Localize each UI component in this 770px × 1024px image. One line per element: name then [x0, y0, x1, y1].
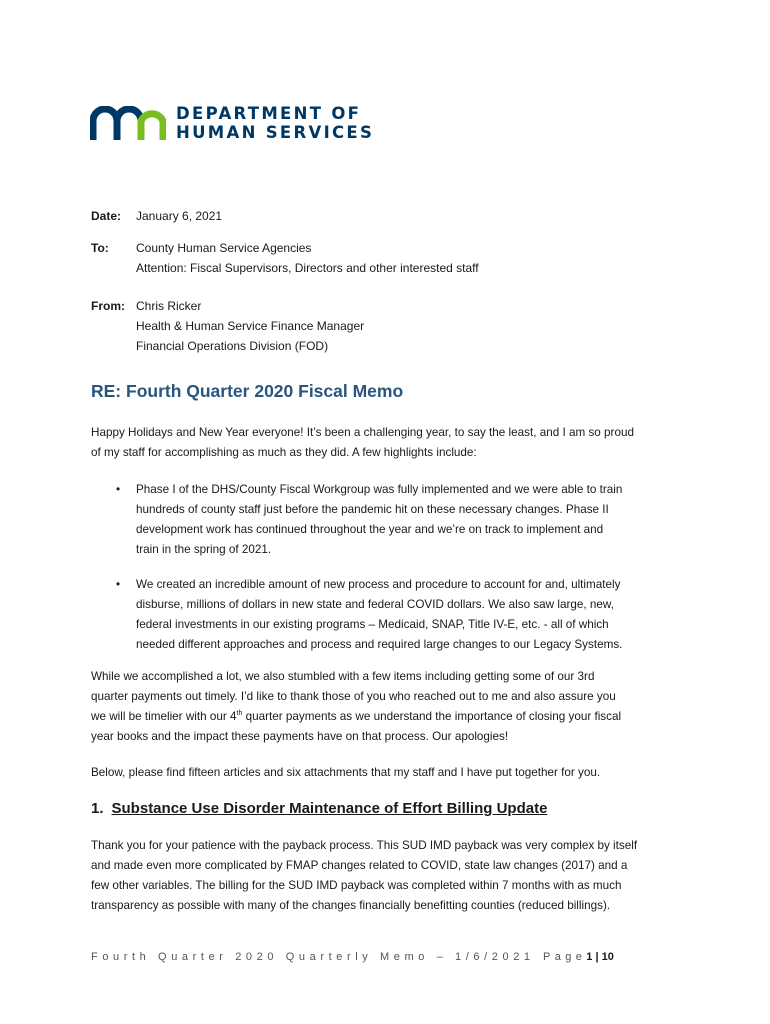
intro-line: of my staff for accomplishing as much as they did. A few highlights include: — [91, 446, 477, 459]
bullet-line: hundreds of county staff just before the pandemic hit on these necessary changes. Phase II — [136, 503, 609, 516]
section-number: 1. — [91, 800, 104, 817]
bullet-line: needed different approaches and process and required large changes to our Legacy Systems. — [136, 638, 623, 651]
body-paragraph — [91, 763, 691, 783]
body-line: we will be timelier with our 4th quarter payments as we understand the importance of closing your fiscal — [91, 710, 622, 723]
to-line: County Human Service Agencies — [136, 241, 312, 255]
intro-line: Happy Holidays and New Year everyone! It’s been a challenging year, to say the least, and I am so proud — [91, 426, 634, 439]
bullet-icon: • — [116, 578, 121, 591]
bullet-line: federal investments in our existing programs – Medicaid, SNAP, Title IV-E, etc. - all of which — [136, 618, 609, 631]
section-line: Thank you for your patience with the payback process. This SUD IMD payback was very complex by itself — [91, 839, 638, 852]
memo-title: RE: Fourth Quarter 2020 Fiscal Memo — [91, 381, 404, 401]
date-value: January 6, 2021 — [136, 209, 223, 223]
body-line: quarter payments out timely. I’d like to thank those of you who reached out to me and also assure you — [91, 690, 616, 703]
footer-page-number — [543, 951, 614, 963]
section-line: and made even more complicated by FMAP changes related to COVID, state law changes (2017) and a — [91, 859, 628, 872]
from-line: Financial Operations Division (FOD) — [136, 339, 329, 353]
page-label: Page — [543, 951, 587, 963]
body-line: year books and the impact these payments have on that process. Our apologies! — [91, 730, 509, 743]
body-line: While we accomplished a lot, we also stumbled with a few items including getting some of our 3rd — [91, 670, 595, 683]
bullet-line: train in the spring of 2021. — [136, 543, 272, 556]
bullet-line: development work has continued throughout the year and we’re on track to implement and — [136, 523, 604, 536]
bullet-line: Phase I of the DHS/County Fiscal Workgroup was fully implemented and we were able to train — [136, 483, 623, 496]
section-heading — [91, 800, 547, 817]
section-paragraph — [91, 836, 691, 916]
from-label: From: — [91, 299, 125, 313]
page-total: 10 — [601, 951, 614, 963]
body-paragraph — [91, 667, 691, 747]
mn-logo-mark-icon — [90, 106, 166, 140]
to-line: Attention: Fiscal Supervisors, Directors and other interested staff — [136, 261, 479, 275]
logo-text — [176, 104, 374, 142]
superscript: th — [236, 710, 243, 717]
intro-paragraph — [91, 423, 691, 463]
bullet-line: disburse, millions of dollars in new state and federal COVID dollars. We also saw large, new, — [136, 598, 614, 611]
footer-memo-label: Fourth Quarter 2020 Quarterly Memo – 1/6/2021 — [91, 951, 535, 963]
page-separator: | — [595, 951, 599, 963]
logo-line-2: HUMAN SERVICES — [176, 123, 375, 142]
bullet-line: We created an incredible amount of new process and procedure to account for and, ultimately — [136, 578, 621, 591]
page-current: 1 — [586, 951, 593, 963]
bullet-icon: • — [116, 483, 121, 496]
section-line: transparency as possible with many of the changes financially benefitting counties (reduced billings). — [91, 899, 611, 912]
body-line: Below, please find fifteen articles and six attachments that my staff and I have put together for you. — [91, 766, 601, 779]
section-line: few other variables. The billing for the SUD IMD payback was completed within 7 months with as much — [91, 879, 622, 892]
from-line: Health & Human Service Finance Manager — [136, 319, 365, 333]
logo-line-1: DEPARTMENT OF — [176, 104, 362, 123]
dhs-logo — [90, 104, 374, 142]
date-label: Date: — [91, 209, 122, 223]
section-title: Substance Use Disorder Maintenance of Effort Billing Update — [111, 800, 548, 817]
from-line: Chris Ricker — [136, 299, 202, 313]
to-label: To: — [91, 241, 109, 255]
